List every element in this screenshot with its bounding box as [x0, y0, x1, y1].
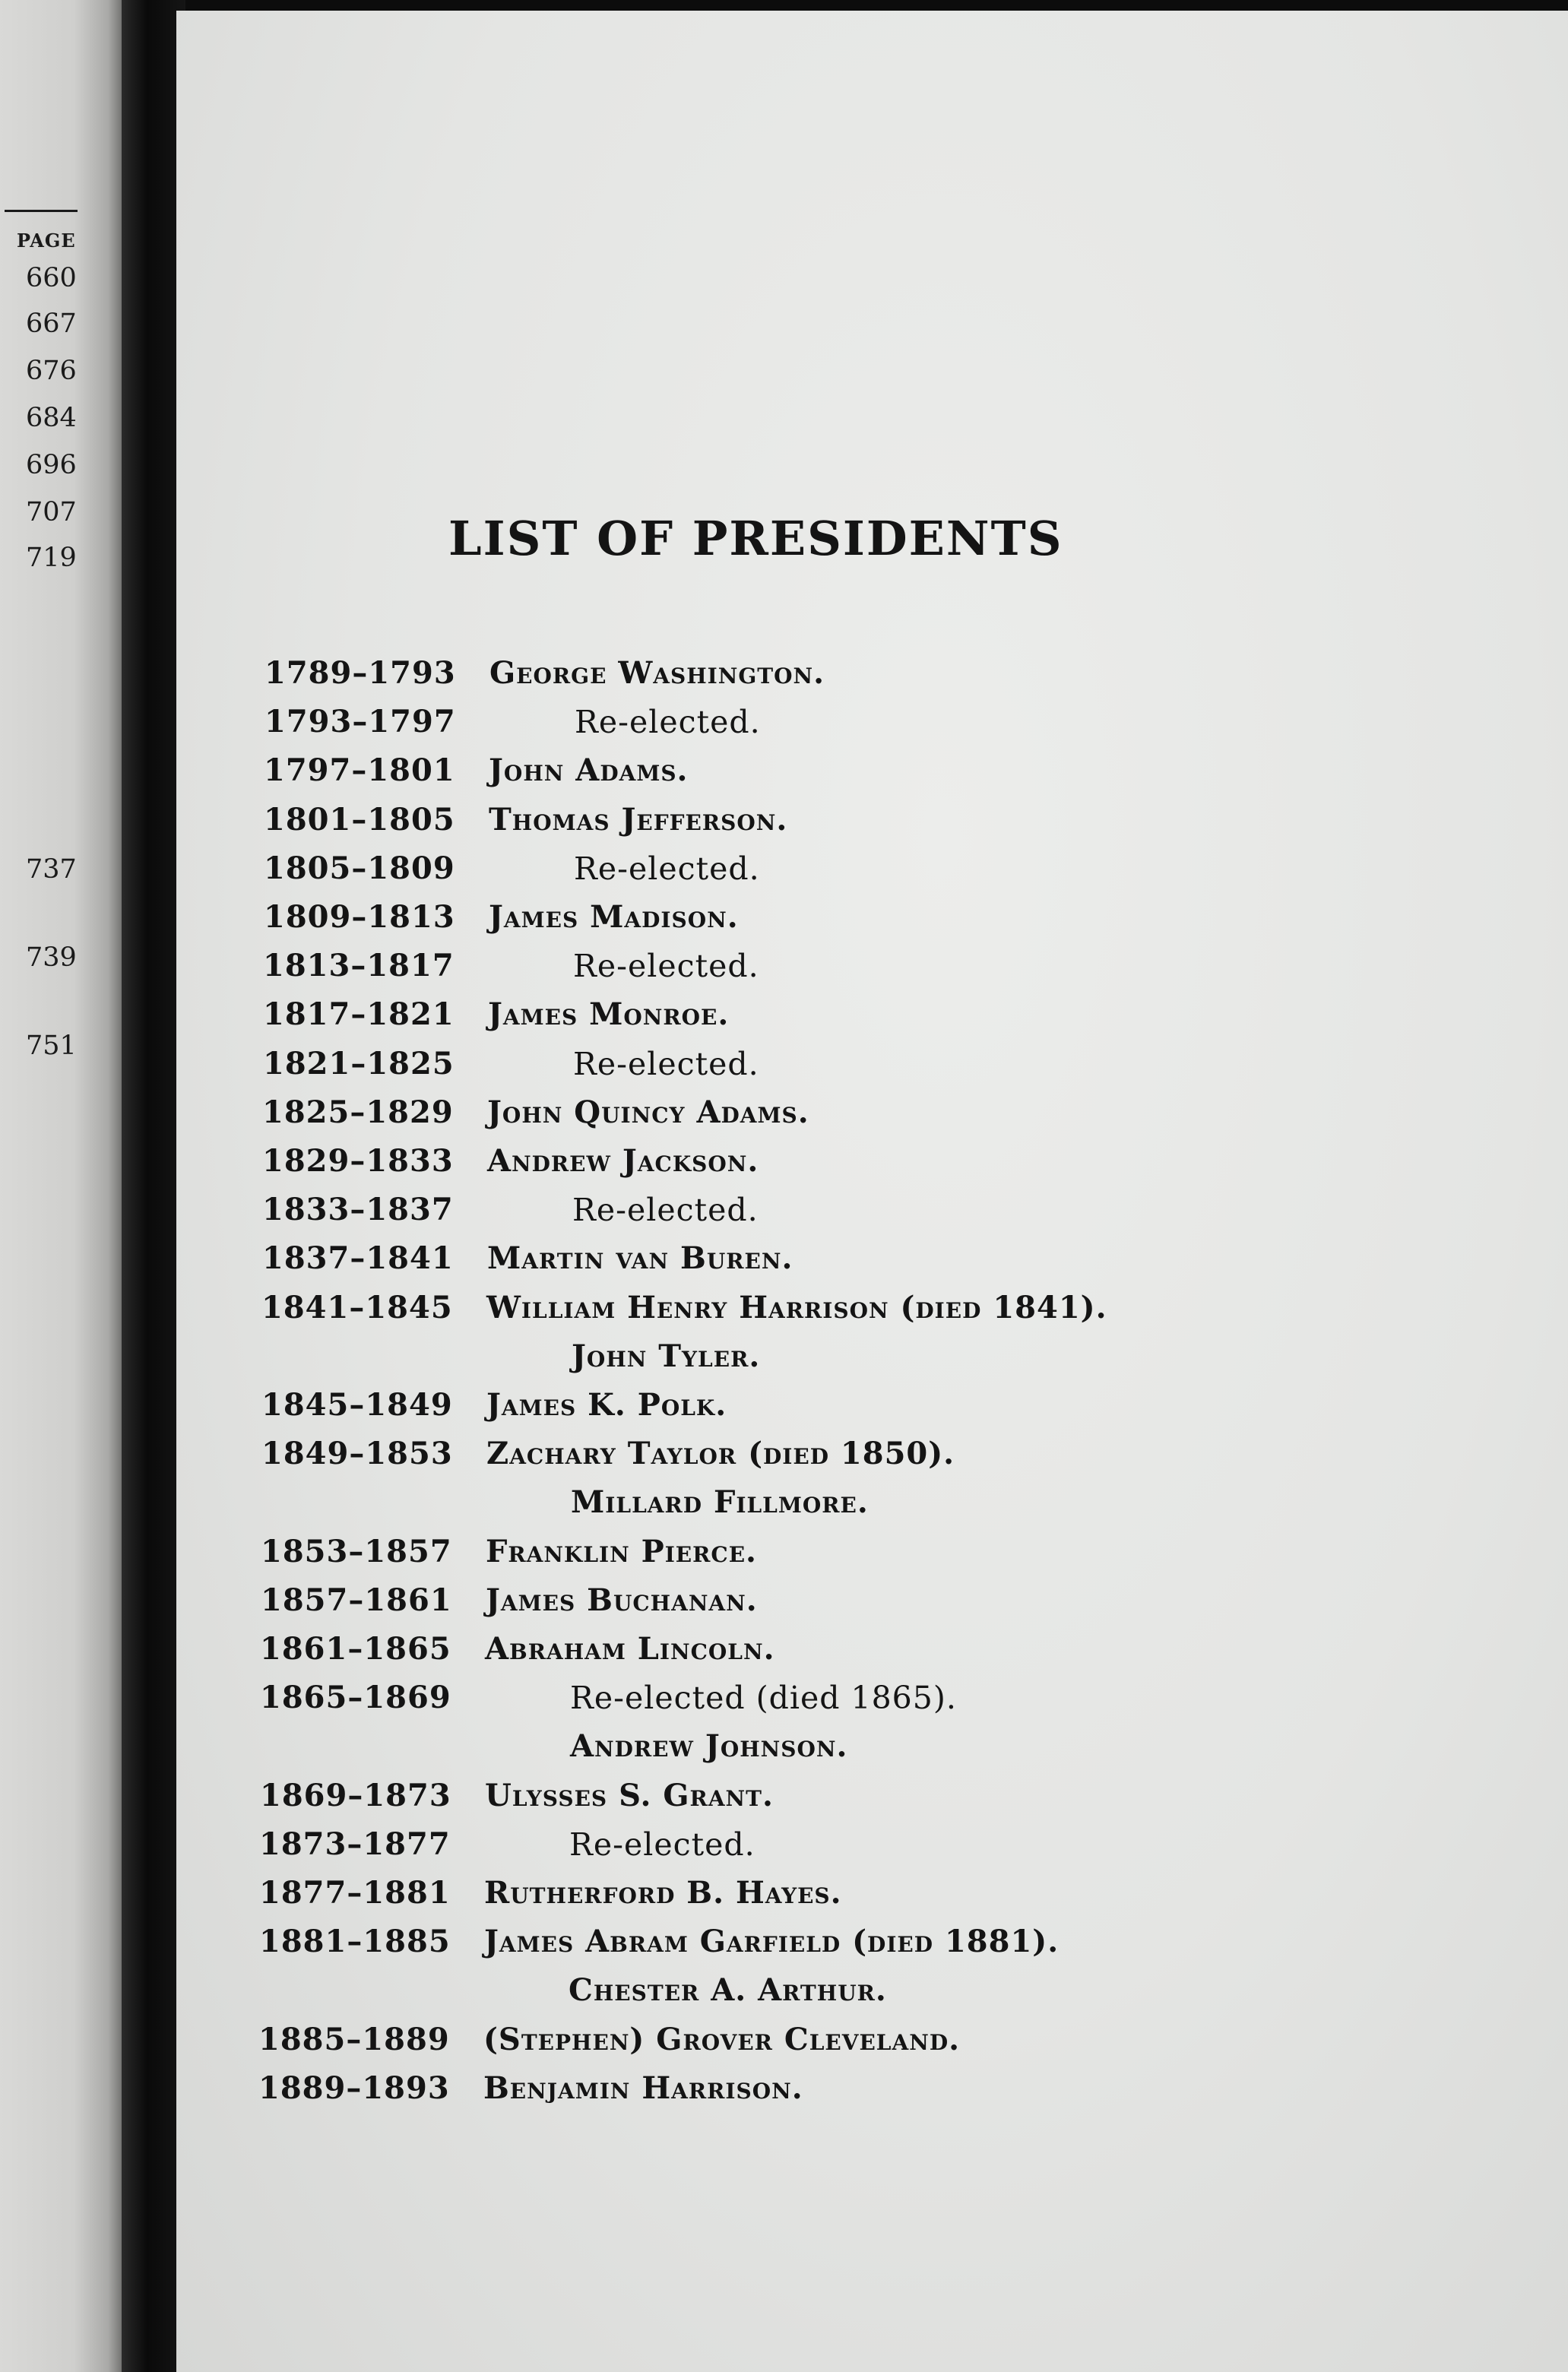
president-name: William Henry Harrison (died 1841).: [486, 1290, 1107, 1325]
term-years: 1869–1873: [260, 1778, 451, 1813]
previous-page-number: 737: [26, 854, 77, 885]
term-years: 1881–1885: [259, 1924, 451, 1959]
page-title: LIST OF PRESIDENTS: [448, 511, 1063, 566]
term-note: Re-elected.: [575, 704, 761, 740]
term-years: 1809–1813: [264, 899, 455, 935]
term-note: Re-elected.: [574, 850, 760, 887]
president-name: Chester A. Arthur.: [569, 1972, 887, 2008]
term-years: 1793–1797: [265, 704, 456, 739]
president-name: Benjamin Harrison.: [483, 2070, 803, 2106]
term-years: 1841–1845: [261, 1290, 453, 1325]
term-years: 1813–1817: [263, 948, 455, 983]
previous-page-number: 739: [26, 942, 77, 973]
president-name: Franklin Pierce.: [486, 1534, 757, 1569]
president-name: Andrew Jackson.: [487, 1143, 759, 1179]
president-name: Zachary Taylor (died 1850).: [486, 1436, 955, 1471]
previous-page-number: 707: [26, 497, 77, 527]
term-years: 1865–1869: [260, 1680, 451, 1715]
previous-page-number: 719: [26, 543, 77, 573]
previous-page-number: 676: [26, 356, 77, 386]
president-name: George Washington.: [489, 655, 825, 691]
president-name: Abraham Lincoln.: [485, 1631, 775, 1667]
previous-page-number: 696: [26, 450, 77, 480]
term-years: 1833–1837: [262, 1192, 454, 1227]
term-years: 1861–1865: [260, 1631, 451, 1667]
term-years: 1837–1841: [262, 1240, 454, 1276]
president-name: James Abram Garfield (died 1881).: [484, 1924, 1060, 1959]
president-name: Rutherford B. Hayes.: [484, 1875, 842, 1911]
president-name: James Madison.: [489, 899, 739, 935]
president-name: James K. Polk.: [486, 1387, 727, 1423]
president-name: James Buchanan.: [486, 1582, 758, 1618]
term-note: Re-elected.: [569, 1826, 755, 1863]
president-name: John Quincy Adams.: [487, 1094, 809, 1130]
president-name: James Monroe.: [488, 996, 730, 1032]
president-name: Martin van Buren.: [487, 1240, 794, 1276]
term-years: 1857–1861: [261, 1582, 452, 1618]
term-years: 1805–1809: [264, 850, 455, 886]
president-name: Thomas Jefferson.: [489, 802, 788, 838]
term-years: 1817–1821: [263, 996, 455, 1032]
president-name: John Tyler.: [572, 1338, 761, 1374]
term-years: 1845–1849: [261, 1387, 453, 1423]
previous-page-column-label: PAGE: [17, 230, 76, 252]
previous-page-number: 751: [26, 1031, 77, 1061]
term-years: 1797–1801: [264, 752, 455, 788]
term-years: 1885–1889: [258, 2022, 450, 2057]
term-years: 1849–1853: [261, 1436, 453, 1471]
term-years: 1889–1893: [258, 2070, 450, 2106]
term-note: Re-elected.: [573, 1046, 759, 1082]
term-years: 1821–1825: [263, 1046, 455, 1081]
president-name: John Adams.: [489, 752, 689, 788]
previous-page-number: 667: [26, 309, 77, 339]
previous-page-number: 660: [26, 263, 77, 293]
previous-page-number: 684: [26, 403, 77, 433]
president-name: Millard Fillmore.: [571, 1484, 869, 1520]
term-note: Re-elected.: [573, 948, 759, 984]
term-years: 1801–1805: [264, 802, 455, 838]
term-note: Re-elected.: [572, 1192, 759, 1228]
term-years: 1873–1877: [259, 1826, 451, 1862]
term-note: Re-elected (died 1865).: [570, 1680, 957, 1716]
term-years: 1829–1833: [262, 1143, 454, 1179]
president-name: (Stephen) Grover Cleveland.: [483, 2022, 961, 2057]
term-years: 1877–1881: [259, 1875, 451, 1911]
president-name: Andrew Johnson.: [570, 1728, 848, 1764]
president-name: Ulysses S. Grant.: [485, 1778, 774, 1813]
term-years: 1825–1829: [262, 1094, 454, 1130]
term-years: 1789–1793: [265, 655, 456, 691]
term-years: 1853–1857: [261, 1534, 452, 1569]
